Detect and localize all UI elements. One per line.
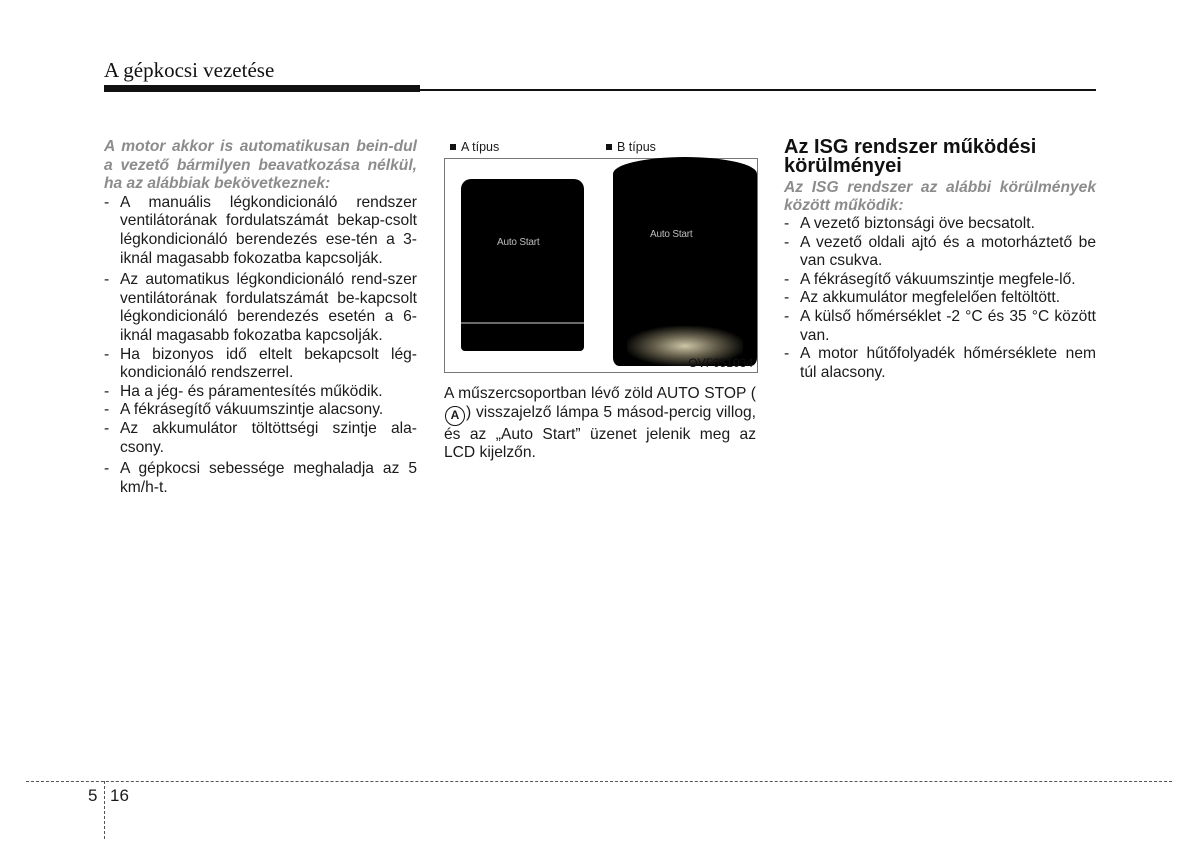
section-title: Az ISG rendszer működési körülményei [784, 136, 1037, 177]
isg-conditions-list [784, 215, 1096, 382]
auto-restart-conditions-list [104, 194, 417, 498]
list-item: - Az automatikus légkondicionáló rend-szer ventilátorának fordulatszámát be-kapcsolt légkondicionáló berendezés esetén a 6-iknál magasabb fokozatba kapcsolják. [104, 271, 417, 344]
lcd-screen-type-b [613, 157, 757, 366]
figure-label-type-a: A típus [450, 138, 499, 157]
list-item: - Ha a jég- és páramentesítés működik. [104, 382, 383, 400]
list-item: - A fékrásegítő vákuumszintje megfele-lő. [784, 270, 1076, 288]
list-item: - A manuális légkondicionáló rendszer ventilátorának fordulatszámát bekap-csolt légkondicionáló berendezés ese-tén a 3-iknál magasabb fokozatba kapcsolják. [104, 193, 417, 267]
auto-start-message-b: Auto Start [650, 229, 693, 240]
list-item: - A motor hűtőfolyadék hőmérséklete nem túl alacsony. [784, 345, 1096, 381]
figure-labels [444, 138, 756, 158]
list-item: - A vezető biztonsági öve becsatolt. [784, 215, 1035, 232]
list-item: - A vezető oldali ajtó és a motorháztető be van csukva. [784, 233, 1096, 270]
section-subtitle: Az ISG rendszer az alábbi körülmények között működik: [784, 179, 1096, 214]
figure-code: OVF051034 [688, 356, 753, 370]
lcd-screen-type-a [461, 179, 584, 351]
chapter-number: 5 [88, 786, 98, 805]
auto-restart-intro: A motor akkor is automatikusan bein-dul a vezető bármilyen beavatkozása nélkül, ha az alábbiak bekövetkeznek: [104, 138, 417, 193]
list-item: - Az akkumulátor megfelelően feltöltött. [784, 289, 1061, 307]
header-rule-thick [104, 85, 420, 92]
figure-label-type-b: B típus [606, 138, 656, 157]
footer-dashed-rule [26, 781, 1172, 782]
list-item: - A gépkocsi sebessége meghaladja az 5 km/h-t. [104, 460, 417, 496]
footer-dashed-divider [104, 781, 105, 839]
list-item: - A külső hőmérséklet -2 °C és 35 °C között van. [784, 307, 1096, 344]
screen-divider-line [461, 322, 584, 324]
list-item: - Ha bizonyos idő eltelt bekapcsolt lég-kondicionáló rendszerrel. [104, 345, 417, 382]
list-item: - Az akkumulátor töltöttségi szintje ala-csony. [104, 419, 417, 456]
figure-caption: A műszercsoportban lévő zöld AUTO STOP (A ) visszajelző lámpa 5 másod-percig villog, és az „Auto Start” üzenet jelenik meg az LCD kijelzőn. [444, 385, 756, 462]
header-rule-thin [420, 89, 1096, 91]
auto-stop-icon: A [445, 406, 465, 426]
page-number: 16 [110, 786, 129, 805]
auto-start-message-a: Auto Start [497, 237, 540, 248]
right-column [784, 138, 1096, 382]
auto-start-figure [444, 158, 758, 373]
list-item: - A fékrásegítő vákuumszintje alacsony. [104, 401, 384, 419]
left-column [104, 138, 417, 497]
page-header-title: A gépkocsi vezetése [104, 58, 275, 82]
